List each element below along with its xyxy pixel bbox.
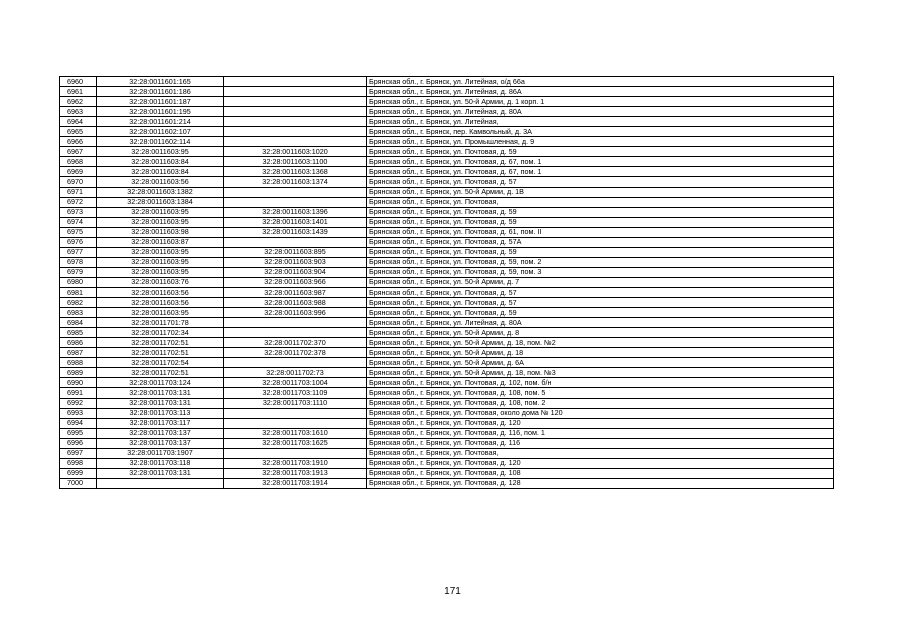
table-row xyxy=(60,207,834,217)
table-row xyxy=(60,227,834,237)
row-number-cell: 6979 xyxy=(60,267,97,277)
address-cell: Брянская обл., г. Брянск, ул. Почтовая, д. 57А xyxy=(367,237,834,247)
sub-cadastral-number-cell: 32:28:0011703:1004 xyxy=(224,378,367,388)
table-row xyxy=(60,157,834,167)
sub-cadastral-number-cell: 32:28:0011603:904 xyxy=(224,267,367,277)
cadastral-number-cell: 32:28:0011601:165 xyxy=(97,77,224,87)
sub-cadastral-number-cell: 32:28:0011603:1396 xyxy=(224,207,367,217)
row-number-cell: 6996 xyxy=(60,438,97,448)
table-row xyxy=(60,328,834,338)
row-number-cell: 6997 xyxy=(60,448,97,458)
sub-cadastral-number-cell: 32:28:0011603:1439 xyxy=(224,227,367,237)
sub-cadastral-number-cell xyxy=(224,408,367,418)
row-number-cell: 6984 xyxy=(60,318,97,328)
sub-cadastral-number-cell: 32:28:0011703:1110 xyxy=(224,398,367,408)
sub-cadastral-number-cell xyxy=(224,328,367,338)
address-cell: Брянская обл., г. Брянск, ул. 50-й Армии, д. 18, пом. №3 xyxy=(367,368,834,378)
address-cell: Брянская обл., г. Брянск, ул. Почтовая, д. 59 xyxy=(367,207,834,217)
table-row xyxy=(60,237,834,247)
address-cell: Брянская обл., г. Брянск, ул. Почтовая, около дома № 120 xyxy=(367,408,834,418)
address-cell: Брянская обл., г. Брянск, ул. Почтовая, д. 57 xyxy=(367,177,834,187)
table-row xyxy=(60,147,834,157)
table-row xyxy=(60,217,834,227)
table-row xyxy=(60,308,834,318)
address-cell: Брянская обл., г. Брянск, ул. Почтовая, xyxy=(367,448,834,458)
address-cell: Брянская обл., г. Брянск, ул. Почтовая, д. 108, пом. 2 xyxy=(367,398,834,408)
row-number-cell: 6993 xyxy=(60,408,97,418)
row-number-cell: 6991 xyxy=(60,388,97,398)
cadastral-number-cell: 32:28:0011601:214 xyxy=(97,117,224,127)
address-cell: Брянская обл., г. Брянск, ул. Почтовая, д. 108 xyxy=(367,468,834,478)
address-cell: Брянская обл., г. Брянск, ул. Почтовая, д. 102, пом. б/н xyxy=(367,378,834,388)
sub-cadastral-number-cell xyxy=(224,127,367,137)
address-cell: Брянская обл., г. Брянск, ул. Почтовая, д. 59 xyxy=(367,308,834,318)
table-row xyxy=(60,468,834,478)
cadastral-number-cell: 32:28:0011603:98 xyxy=(97,227,224,237)
sub-cadastral-number-cell xyxy=(224,448,367,458)
table-row xyxy=(60,107,834,117)
sub-cadastral-number-cell xyxy=(224,107,367,117)
cadastral-number-cell: 32:28:0011603:76 xyxy=(97,277,224,287)
sub-cadastral-number-cell: 32:28:0011603:1401 xyxy=(224,217,367,227)
sub-cadastral-number-cell: 32:28:0011603:1100 xyxy=(224,157,367,167)
row-number-cell: 6968 xyxy=(60,157,97,167)
table-row xyxy=(60,398,834,408)
table-row xyxy=(60,197,834,207)
cadastral-number-cell: 32:28:0011603:95 xyxy=(97,217,224,227)
sub-cadastral-number-cell: 32:28:0011703:1610 xyxy=(224,428,367,438)
table-row xyxy=(60,127,834,137)
cadastral-number-cell: 32:28:0011702:51 xyxy=(97,348,224,358)
table-row xyxy=(60,338,834,348)
sub-cadastral-number-cell: 32:28:0011603:966 xyxy=(224,277,367,287)
sub-cadastral-number-cell xyxy=(224,137,367,147)
row-number-cell: 6982 xyxy=(60,298,97,308)
address-cell: Брянская обл., г. Брянск, ул. Почтовая, д. 59 xyxy=(367,147,834,157)
cadastral-number-cell: 32:28:0011603:56 xyxy=(97,298,224,308)
table-row xyxy=(60,448,834,458)
address-cell: Брянская обл., г. Брянск, ул. Промышленная, д. 9 xyxy=(367,137,834,147)
address-cell: Брянская обл., г. Брянск, ул. Почтовая, д. 116, пом. 1 xyxy=(367,428,834,438)
table-row xyxy=(60,167,834,177)
row-number-cell: 6963 xyxy=(60,107,97,117)
row-number-cell: 6966 xyxy=(60,137,97,147)
row-number-cell: 6967 xyxy=(60,147,97,157)
sub-cadastral-number-cell xyxy=(224,318,367,328)
cadastral-number-cell: 32:28:0011703:117 xyxy=(97,418,224,428)
table-row xyxy=(60,358,834,368)
address-cell: Брянская обл., г. Брянск, ул. Почтовая, д. 59 xyxy=(367,217,834,227)
address-cell: Брянская обл., г. Брянск, ул. Почтовая, xyxy=(367,197,834,207)
table-row xyxy=(60,428,834,438)
table-row xyxy=(60,478,834,488)
row-number-cell: 6965 xyxy=(60,127,97,137)
row-number-cell: 6970 xyxy=(60,177,97,187)
sub-cadastral-number-cell: 32:28:0011703:1109 xyxy=(224,388,367,398)
cadastral-number-cell: 32:28:0011603:95 xyxy=(97,147,224,157)
row-number-cell: 6973 xyxy=(60,207,97,217)
table-row xyxy=(60,458,834,468)
address-cell: Брянская обл., г. Брянск, ул. Почтовая, д. 59, пом. 3 xyxy=(367,267,834,277)
row-number-cell: 6974 xyxy=(60,217,97,227)
row-number-cell: 6980 xyxy=(60,277,97,287)
sub-cadastral-number-cell: 32:28:0011603:1020 xyxy=(224,147,367,157)
address-cell: Брянская обл., г. Брянск, ул. Почтовая, д. 67, пом. 1 xyxy=(367,167,834,177)
cadastral-number-cell: 32:28:0011701:78 xyxy=(97,318,224,328)
sub-cadastral-number-cell xyxy=(224,87,367,97)
table-row xyxy=(60,267,834,277)
table-row xyxy=(60,97,834,107)
address-cell: Брянская обл., г. Брянск, ул. Литейная, о/д 66а xyxy=(367,77,834,87)
row-number-cell: 6961 xyxy=(60,87,97,97)
address-cell: Брянская обл., г. Брянск, ул. Почтовая, д. 120 xyxy=(367,458,834,468)
sub-cadastral-number-cell xyxy=(224,117,367,127)
sub-cadastral-number-cell: 32:28:0011702:378 xyxy=(224,348,367,358)
cadastral-number-cell: 32:28:0011703:131 xyxy=(97,398,224,408)
address-cell: Брянская обл., г. Брянск, пер. Камвольный, д. 3А xyxy=(367,127,834,137)
cadastral-number-cell: 32:28:0011703:131 xyxy=(97,388,224,398)
table-row xyxy=(60,277,834,287)
row-number-cell: 6990 xyxy=(60,378,97,388)
cadastral-number-cell: 32:28:0011601:195 xyxy=(97,107,224,117)
row-number-cell: 6994 xyxy=(60,418,97,428)
cadastral-number-cell: 32:28:0011703:113 xyxy=(97,408,224,418)
address-cell: Брянская обл., г. Брянск, ул. Почтовая, д. 57 xyxy=(367,287,834,297)
table-row xyxy=(60,408,834,418)
cadastral-number-cell: 32:28:0011703:131 xyxy=(97,468,224,478)
cadastral-number-cell: 32:28:0011603:1384 xyxy=(97,197,224,207)
row-number-cell: 6987 xyxy=(60,348,97,358)
table-row xyxy=(60,378,834,388)
row-number-cell: 6972 xyxy=(60,197,97,207)
cadastral-number-cell: 32:28:0011602:114 xyxy=(97,137,224,147)
address-cell: Брянская обл., г. Брянск, ул. Почтовая, д. 57 xyxy=(367,298,834,308)
cadastral-number-cell: 32:28:0011603:84 xyxy=(97,157,224,167)
address-cell: Брянская обл., г. Брянск, ул. Почтовая, д. 116 xyxy=(367,438,834,448)
sub-cadastral-number-cell xyxy=(224,358,367,368)
address-cell: Брянская обл., г. Брянск, ул. 50-й Армии, д. 1В xyxy=(367,187,834,197)
registry-table xyxy=(59,76,834,489)
row-number-cell: 6978 xyxy=(60,257,97,267)
cadastral-number-cell: 32:28:0011603:95 xyxy=(97,207,224,217)
table-row xyxy=(60,368,834,378)
address-cell: Брянская обл., г. Брянск, ул. Почтовая, д. 61, пом. II xyxy=(367,227,834,237)
cadastral-number-cell: 32:28:0011603:95 xyxy=(97,308,224,318)
cadastral-number-cell: 32:28:0011603:1382 xyxy=(97,187,224,197)
row-number-cell: 6981 xyxy=(60,287,97,297)
row-number-cell: 6971 xyxy=(60,187,97,197)
address-cell: Брянская обл., г. Брянск, ул. Литейная, д. 80А xyxy=(367,318,834,328)
sub-cadastral-number-cell: 32:28:0011702:370 xyxy=(224,338,367,348)
sub-cadastral-number-cell: 32:28:0011702:73 xyxy=(224,368,367,378)
sub-cadastral-number-cell xyxy=(224,197,367,207)
sub-cadastral-number-cell: 32:28:0011703:1913 xyxy=(224,468,367,478)
table-row xyxy=(60,318,834,328)
table-row xyxy=(60,177,834,187)
row-number-cell: 6989 xyxy=(60,368,97,378)
address-cell: Брянская обл., г. Брянск, ул. 50-й Армии, д. 18, пом. №2 xyxy=(367,338,834,348)
sub-cadastral-number-cell: 32:28:0011603:1368 xyxy=(224,167,367,177)
table-row xyxy=(60,388,834,398)
sub-cadastral-number-cell: 32:28:0011603:895 xyxy=(224,247,367,257)
row-number-cell: 7000 xyxy=(60,478,97,488)
address-cell: Брянская обл., г. Брянск, ул. Литейная, xyxy=(367,117,834,127)
cadastral-number-cell: 32:28:0011703:124 xyxy=(97,378,224,388)
row-number-cell: 6992 xyxy=(60,398,97,408)
sub-cadastral-number-cell: 32:28:0011603:903 xyxy=(224,257,367,267)
row-number-cell: 6985 xyxy=(60,328,97,338)
address-cell: Брянская обл., г. Брянск, ул. 50-й Армии, д. 8 xyxy=(367,328,834,338)
cadastral-number-cell: 32:28:0011601:186 xyxy=(97,87,224,97)
address-cell: Брянская обл., г. Брянск, ул. 50-й Армии, д. 1 корп. 1 xyxy=(367,97,834,107)
cadastral-number-cell: 32:28:0011603:95 xyxy=(97,247,224,257)
table-row xyxy=(60,87,834,97)
address-cell: Брянская обл., г. Брянск, ул. Почтовая, д. 67, пом. 1 xyxy=(367,157,834,167)
row-number-cell: 6988 xyxy=(60,358,97,368)
table-row xyxy=(60,187,834,197)
table-row xyxy=(60,348,834,358)
table-row xyxy=(60,298,834,308)
cadastral-number-cell: 32:28:0011603:56 xyxy=(97,287,224,297)
address-cell: Брянская обл., г. Брянск, ул. Почтовая, д. 108, пом. 5 xyxy=(367,388,834,398)
table-row xyxy=(60,287,834,297)
row-number-cell: 6969 xyxy=(60,167,97,177)
sub-cadastral-number-cell: 32:28:0011603:996 xyxy=(224,308,367,318)
sub-cadastral-number-cell: 32:28:0011703:1910 xyxy=(224,458,367,468)
cadastral-number-cell xyxy=(97,478,224,488)
address-cell: Брянская обл., г. Брянск, ул. Почтовая, д. 128 xyxy=(367,478,834,488)
row-number-cell: 6999 xyxy=(60,468,97,478)
sub-cadastral-number-cell: 32:28:0011603:987 xyxy=(224,287,367,297)
table-row xyxy=(60,257,834,267)
sub-cadastral-number-cell xyxy=(224,237,367,247)
row-number-cell: 6960 xyxy=(60,77,97,87)
sub-cadastral-number-cell xyxy=(224,97,367,107)
cadastral-number-cell: 32:28:0011602:107 xyxy=(97,127,224,137)
address-cell: Брянская обл., г. Брянск, ул. 50-й Армии, д. 18 xyxy=(367,348,834,358)
row-number-cell: 6977 xyxy=(60,247,97,257)
cadastral-number-cell: 32:28:0011601:187 xyxy=(97,97,224,107)
sub-cadastral-number-cell: 32:28:0011703:1625 xyxy=(224,438,367,448)
table-row xyxy=(60,247,834,257)
row-number-cell: 6975 xyxy=(60,227,97,237)
cadastral-number-cell: 32:28:0011703:137 xyxy=(97,438,224,448)
cadastral-number-cell: 32:28:0011603:95 xyxy=(97,267,224,277)
cadastral-number-cell: 32:28:0011702:51 xyxy=(97,368,224,378)
address-cell: Брянская обл., г. Брянск, ул. 50-й Армии, д. 6А xyxy=(367,358,834,368)
cadastral-number-cell: 32:28:0011603:84 xyxy=(97,167,224,177)
sub-cadastral-number-cell xyxy=(224,418,367,428)
address-cell: Брянская обл., г. Брянск, ул. Литейная, д. 86А xyxy=(367,87,834,97)
cadastral-number-cell: 32:28:0011703:137 xyxy=(97,428,224,438)
row-number-cell: 6976 xyxy=(60,237,97,247)
cadastral-number-cell: 32:28:0011603:87 xyxy=(97,237,224,247)
address-cell: Брянская обл., г. Брянск, ул. Почтовая, д. 120 xyxy=(367,418,834,428)
table-row xyxy=(60,438,834,448)
cadastral-number-cell: 32:28:0011702:51 xyxy=(97,338,224,348)
sub-cadastral-number-cell xyxy=(224,77,367,87)
address-cell: Брянская обл., г. Брянск, ул. Литейная, д. 80А xyxy=(367,107,834,117)
cadastral-number-cell: 32:28:0011603:95 xyxy=(97,257,224,267)
address-cell: Брянская обл., г. Брянск, ул. Почтовая, д. 59, пом. 2 xyxy=(367,257,834,267)
page-number: 171 xyxy=(444,586,461,597)
row-number-cell: 6998 xyxy=(60,458,97,468)
sub-cadastral-number-cell: 32:28:0011603:988 xyxy=(224,298,367,308)
address-cell: Брянская обл., г. Брянск, ул. Почтовая, д. 59 xyxy=(367,247,834,257)
table-row xyxy=(60,117,834,127)
address-cell: Брянская обл., г. Брянск, ул. 50-й Армии, д. 7 xyxy=(367,277,834,287)
sub-cadastral-number-cell: 32:28:0011603:1374 xyxy=(224,177,367,187)
row-number-cell: 6995 xyxy=(60,428,97,438)
sub-cadastral-number-cell: 32:28:0011703:1914 xyxy=(224,478,367,488)
cadastral-number-cell: 32:28:0011703:1907 xyxy=(97,448,224,458)
table-row xyxy=(60,137,834,147)
cadastral-number-cell: 32:28:0011702:34 xyxy=(97,328,224,338)
registry-table-body xyxy=(60,77,834,489)
cadastral-number-cell: 32:28:0011603:56 xyxy=(97,177,224,187)
cadastral-number-cell: 32:28:0011702:54 xyxy=(97,358,224,368)
table-row xyxy=(60,77,834,87)
row-number-cell: 6962 xyxy=(60,97,97,107)
sub-cadastral-number-cell xyxy=(224,187,367,197)
cadastral-number-cell: 32:28:0011703:118 xyxy=(97,458,224,468)
row-number-cell: 6986 xyxy=(60,338,97,348)
row-number-cell: 6964 xyxy=(60,117,97,127)
table-row xyxy=(60,418,834,428)
row-number-cell: 6983 xyxy=(60,308,97,318)
